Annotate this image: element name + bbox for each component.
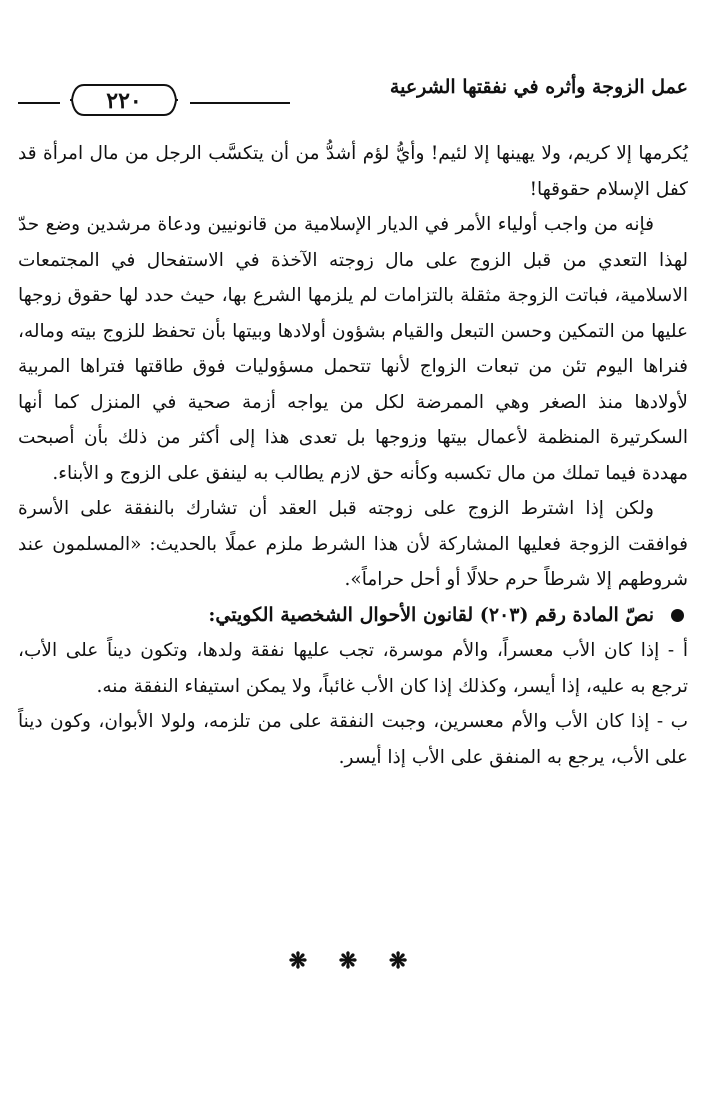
page-header xyxy=(18,74,688,122)
header-rule-middle xyxy=(190,102,290,104)
bullet-icon xyxy=(671,609,684,622)
page-number: ٢٢٠ xyxy=(106,88,142,114)
paragraph-2: فإنه من واجب أولياء الأمر في الديار الإسلامية من قانونيين ودعاة مرشدين وضع حدّ لهذا التعدي من قبل الزوج على مال زوجته الآخذة في الاستفحال في المجتمعات الاسلامية، فباتت الزوجة مثقلة بالتزامات لم يلزمها الشرع بها، حيث حدد لها حقوق زوجها عليها من التمكين وحسن التبعل والقيام بشؤون أولادها وبيتها بأن تحفظ للزوج بيته وماله، فنراها اليوم تئن من تبعات الزواج لأنها تتحمل مسؤوليات فوق طاقتها فتراها المربية لأولادها منذ الصغر وهي الممرضة لكل من يواجه أزمة صحية في المنزل كما أنها السكرتيرة المنظمة لأعمال بيتها وزوجها بل تعدى هذا إلى أكثر من ذلك بأن أصبحت مهددة فيما تملك من مال تكسبه وكأنه حق لازم يطالب به لينفق على الزوج و الأبناء. xyxy=(18,214,688,484)
paragraph-3: ولكن إذا اشترط الزوج على زوجته قبل العقد أن تشارك بالنفقة على الأسرة فوافقت الزوجة فعليها المشاركة لأن هذا الشرط ملزم عملًا بالحديث: «المسلمون عند شروطهم إلا شرطاً حرم حلالًا أو أحل حراماً». xyxy=(18,498,688,590)
page-number-frame xyxy=(70,82,178,118)
header-rule-left xyxy=(18,102,60,104)
clause-b: ب - إذا كان الأب والأم معسرين، وجبت النفقة على من تلزمه، ولولا الأبوان، وكون ديناً على الأب، يرجع به المنفق على الأب إذا أيسر. xyxy=(18,711,688,768)
body-text xyxy=(18,136,688,775)
section-heading-text: نصّ المادة رقم (٢٠٣) لقانون الأحوال الشخصية الكويتي: xyxy=(208,603,654,626)
section-heading xyxy=(18,598,688,634)
section-separator: ❋ ❋ ❋ xyxy=(288,948,420,974)
running-title: عمل الزوجة وأثره في نفقتها الشرعية xyxy=(389,76,688,98)
paragraph-1: يُكرمها إلا كريم، ولا يهينها إلا لئيم! وأيُّ لؤم أشدُّ من أن يتكسَّب الرجل من مال امرأة قد كفل الإسلام حقوقها! xyxy=(18,143,688,200)
clause-a: أ - إذا كان الأب معسراً، والأم موسرة، تجب عليها نفقة ولدها، وتكون ديناً على الأب، ترجع به عليه، إذا أيسر، وكذلك إذا كان الأب غائباً، ولا يمكن استيفاء النفقة منه. xyxy=(18,640,688,697)
